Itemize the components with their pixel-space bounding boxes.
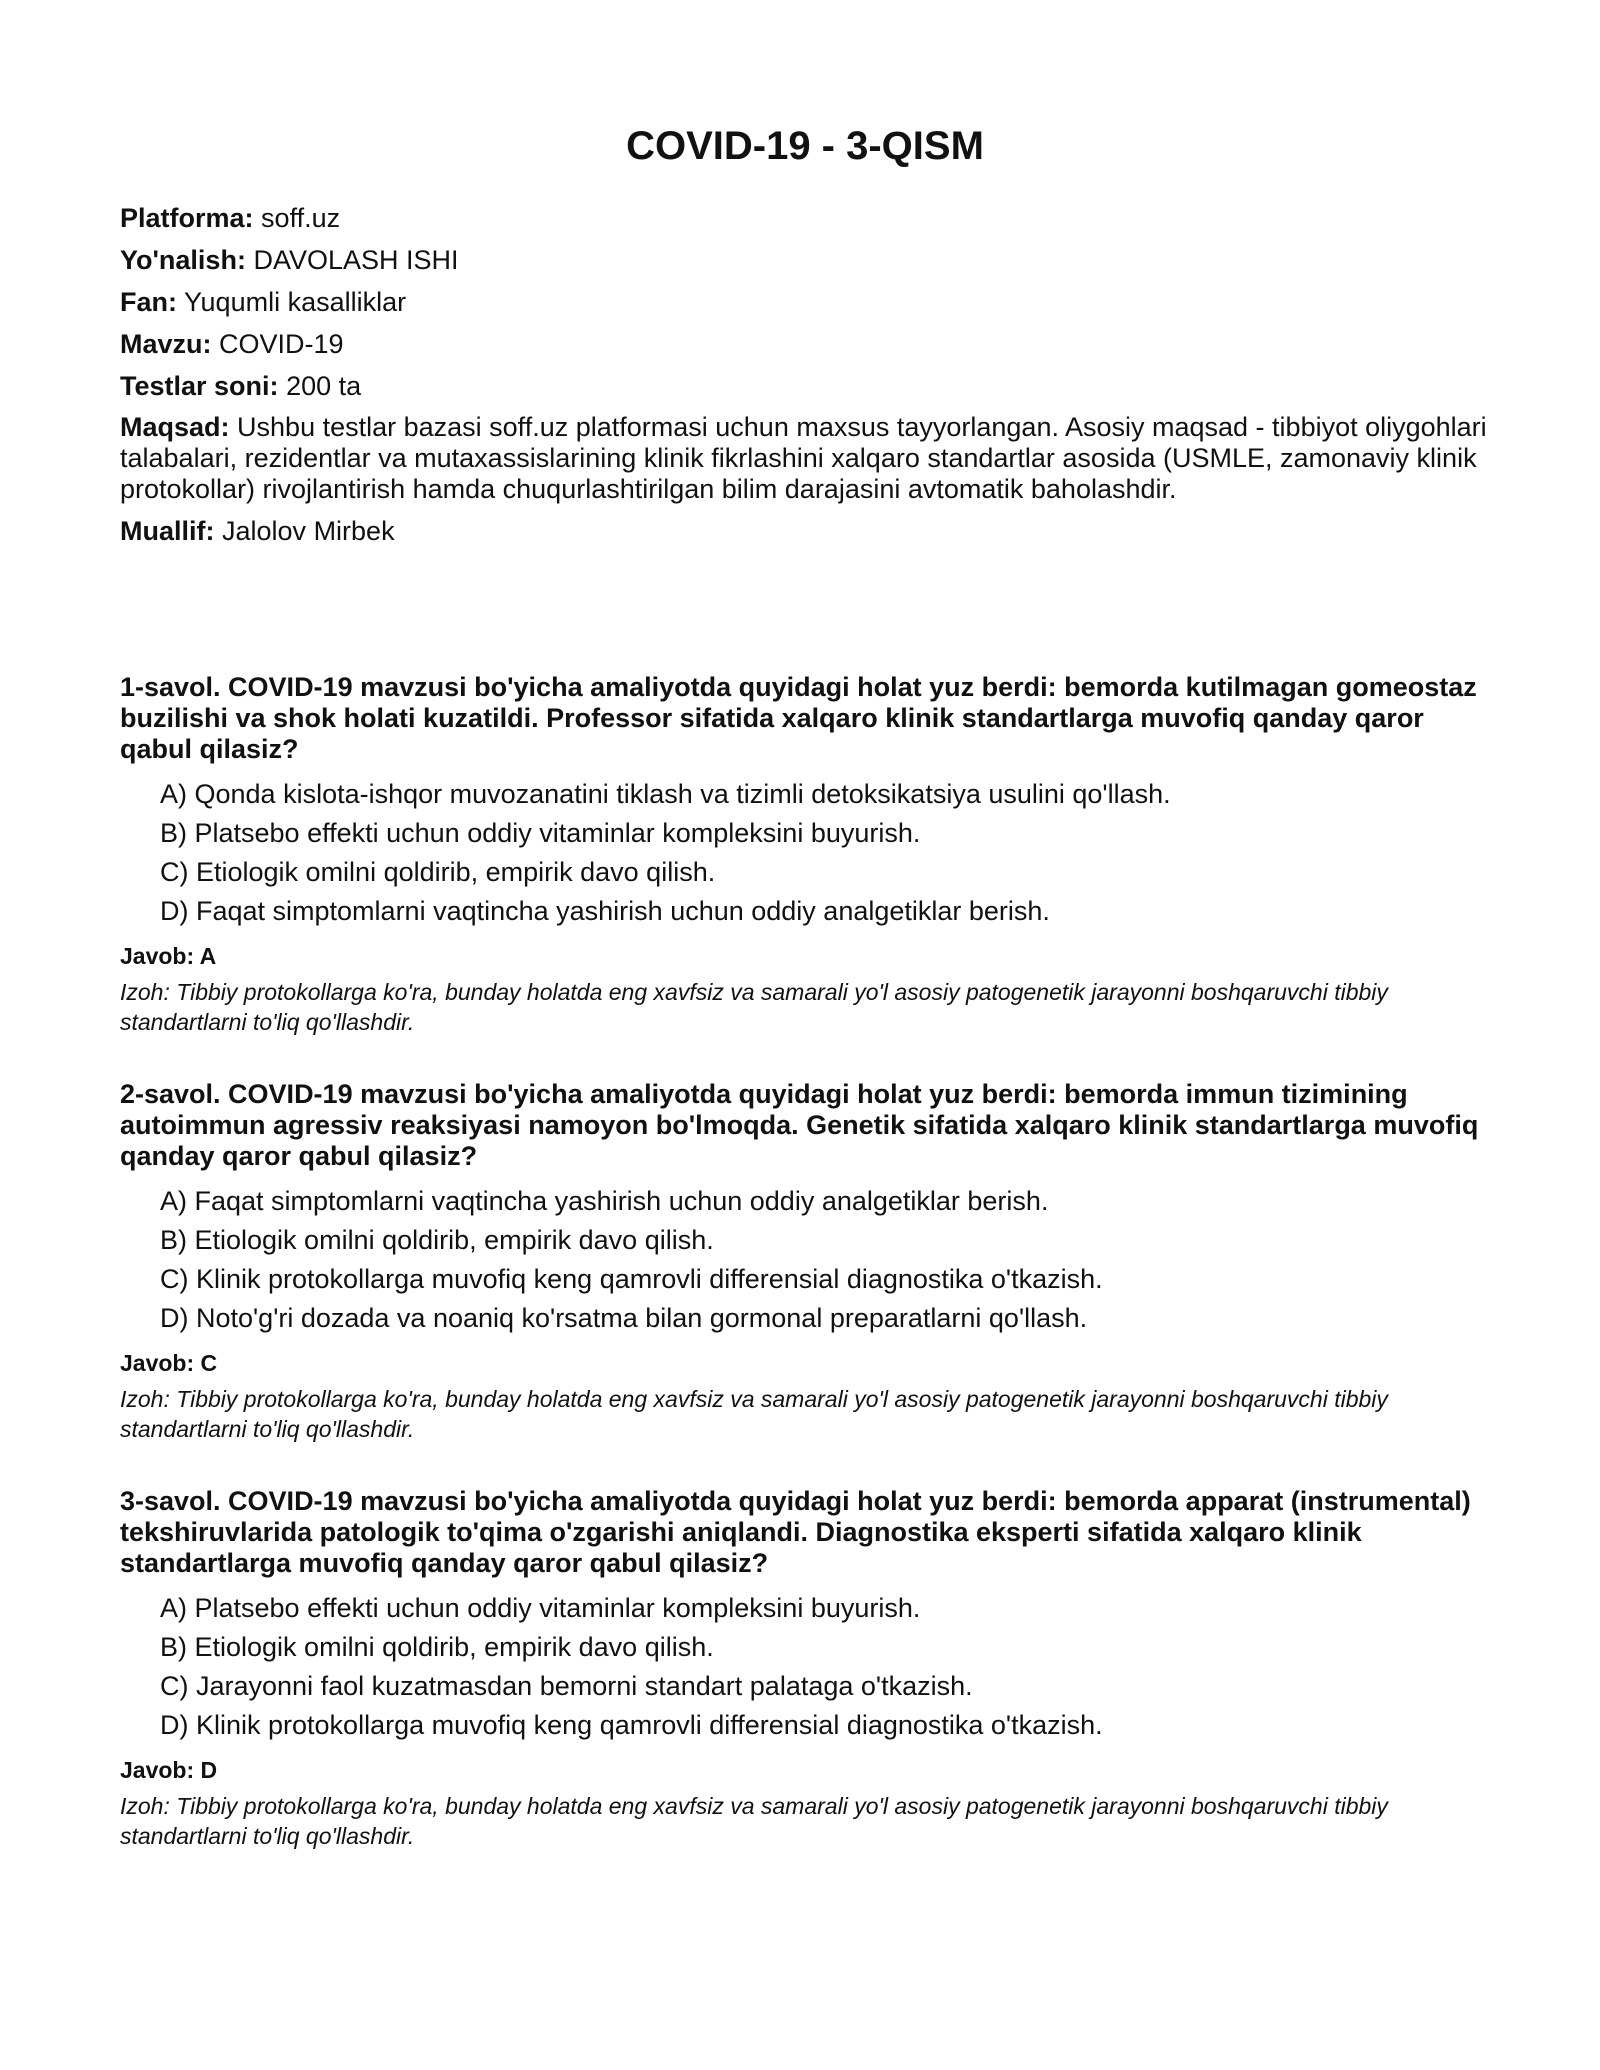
answer-option: B) Etiologik omilni qoldirib, empirik davo qilish. [160, 1632, 714, 1662]
answer-option: C) Jarayonni faol kuzatmasdan bemorni standart palataga o'tkazish. [160, 1671, 973, 1701]
meta-subject-label: Fan: [120, 287, 177, 317]
answer-option: D) Faqat simptomlarni vaqtincha yashirish uchun oddiy analgetiklar berish. [160, 896, 1050, 926]
question-text: 3-savol. COVID-19 mavzusi bo'yicha amaliyotda quyidagi holat yuz berdi: bemorda apparat (instrumental) tekshiruvlarida patologik to'qima o'zgarishi aniqlandi. Diagnostika eksperti sifatida xalqaro klinik standartlarga muvofiq qanday qaror qabul qilasiz? [120, 1486, 1471, 1578]
answer-explanation: Izoh: Tibbiy protokollarga ko'ra, bunday holatda eng xavfsiz va samarali yo'l asosiy patogenetik jarayonni boshqaruvchi tibbiy standartlarni to'liq qo'llashdir. [120, 1386, 1388, 1442]
answer-option: C) Etiologik omilni qoldirib, empirik davo qilish. [160, 857, 716, 887]
meta-direction [120, 244, 1490, 276]
answer-option: D) Noto'g'ri dozada va noaniq ko'rsatma bilan gormonal preparatlarni qo'llash. [160, 1303, 1088, 1333]
answer-options [120, 1182, 1490, 1338]
meta-platform [120, 202, 1490, 234]
answer-option: A) Platsebo effekti uchun oddiy vitaminlar kompleksini buyurish. [160, 1593, 921, 1623]
correct-answer: Javob: C [120, 1350, 218, 1376]
meta-subject [120, 286, 1490, 318]
question-list [120, 672, 1490, 1893]
meta-subject-value: Yuqumli kasalliklar [184, 287, 407, 317]
answer-option: B) Etiologik omilni qoldirib, empirik davo qilish. [160, 1225, 714, 1255]
meta-goal-value: Ushbu testlar bazasi soff.uz platformasi uchun maxsus tayyorlangan. Asosiy maqsad - tibbiyot oliygohlari talabalari, rezidentlar va mutaxassislarining klinik fikrlashini xalqaro standartlar asosida (USMLE, zamonaviy klinik protokollar) rivojlantirish hamda chuqurlashtirilgan bilim darajasini avtomatik baholashdir. [120, 412, 1487, 504]
answer-option: B) Platsebo effekti uchun oddiy vitaminlar kompleksini buyurish. [160, 818, 921, 848]
meta-topic-label: Mavzu: [120, 329, 212, 359]
meta-direction-value: DAVOLASH ISHI [253, 245, 459, 275]
correct-answer: Javob: D [120, 1757, 218, 1783]
answer-options [120, 1589, 1490, 1745]
meta-goal-label: Maqsad: [120, 412, 230, 442]
question-text: 2-savol. COVID-19 mavzusi bo'yicha amaliyotda quyidagi holat yuz berdi: bemorda immun tizimining autoimmun agressiv reaksiyasi namoyon bo'lmoqda. Genetik sifatida xalqaro klinik standartlarga muvofiq qanday qaror qabul qilasiz? [120, 1079, 1479, 1171]
meta-test-count-label: Testlar soni: [120, 371, 279, 401]
meta-author-value: Jalolov Mirbek [222, 516, 395, 546]
answer-option: A) Qonda kislota-ishqor muvozanatini tiklash va tizimli detoksikatsiya usulini qo'llash. [160, 779, 1171, 809]
question-text: 1-savol. COVID-19 mavzusi bo'yicha amaliyotda quyidagi holat yuz berdi: bemorda kutilmagan gomeostaz buzilishi va shok holati kuzatildi. Professor sifatida xalqaro klinik standartlarga muvofiq qanday qaror qabul qilasiz? [120, 672, 1477, 764]
answer-option: D) Klinik protokollarga muvofiq keng qamrovli differensial diagnostika o'tkazish. [160, 1710, 1103, 1740]
meta-author-label: Muallif: [120, 516, 215, 546]
answer-option: A) Faqat simptomlarni vaqtincha yashirish uchun oddiy analgetiklar berish. [160, 1186, 1049, 1216]
meta-platform-label: Platforma: [120, 203, 254, 233]
meta-test-count [120, 370, 1490, 402]
question-item [120, 1486, 1490, 1851]
page-title: COVID-19 - 3-QISM [626, 124, 984, 168]
answer-option: C) Klinik protokollarga muvofiq keng qamrovli differensial diagnostika o'tkazish. [160, 1264, 1103, 1294]
meta-test-count-value: 200 ta [286, 371, 362, 401]
meta-direction-label: Yo'nalish: [120, 245, 246, 275]
meta-topic-value: COVID-19 [219, 329, 344, 359]
meta-goal [120, 412, 1490, 505]
meta-topic [120, 328, 1490, 360]
question-item [120, 1079, 1490, 1444]
correct-answer: Javob: A [120, 943, 217, 969]
answer-options [120, 775, 1490, 931]
meta-author [120, 515, 1490, 547]
answer-explanation: Izoh: Tibbiy protokollarga ko'ra, bunday holatda eng xavfsiz va samarali yo'l asosiy patogenetik jarayonni boshqaruvchi tibbiy standartlarni to'liq qo'llashdir. [120, 1793, 1388, 1849]
question-item [120, 672, 1490, 1037]
meta-platform-value: soff.uz [261, 203, 341, 233]
answer-explanation: Izoh: Tibbiy protokollarga ko'ra, bunday holatda eng xavfsiz va samarali yo'l asosiy patogenetik jarayonni boshqaruvchi tibbiy standartlarni to'liq qo'llashdir. [120, 979, 1388, 1035]
document-metadata [120, 202, 1490, 557]
